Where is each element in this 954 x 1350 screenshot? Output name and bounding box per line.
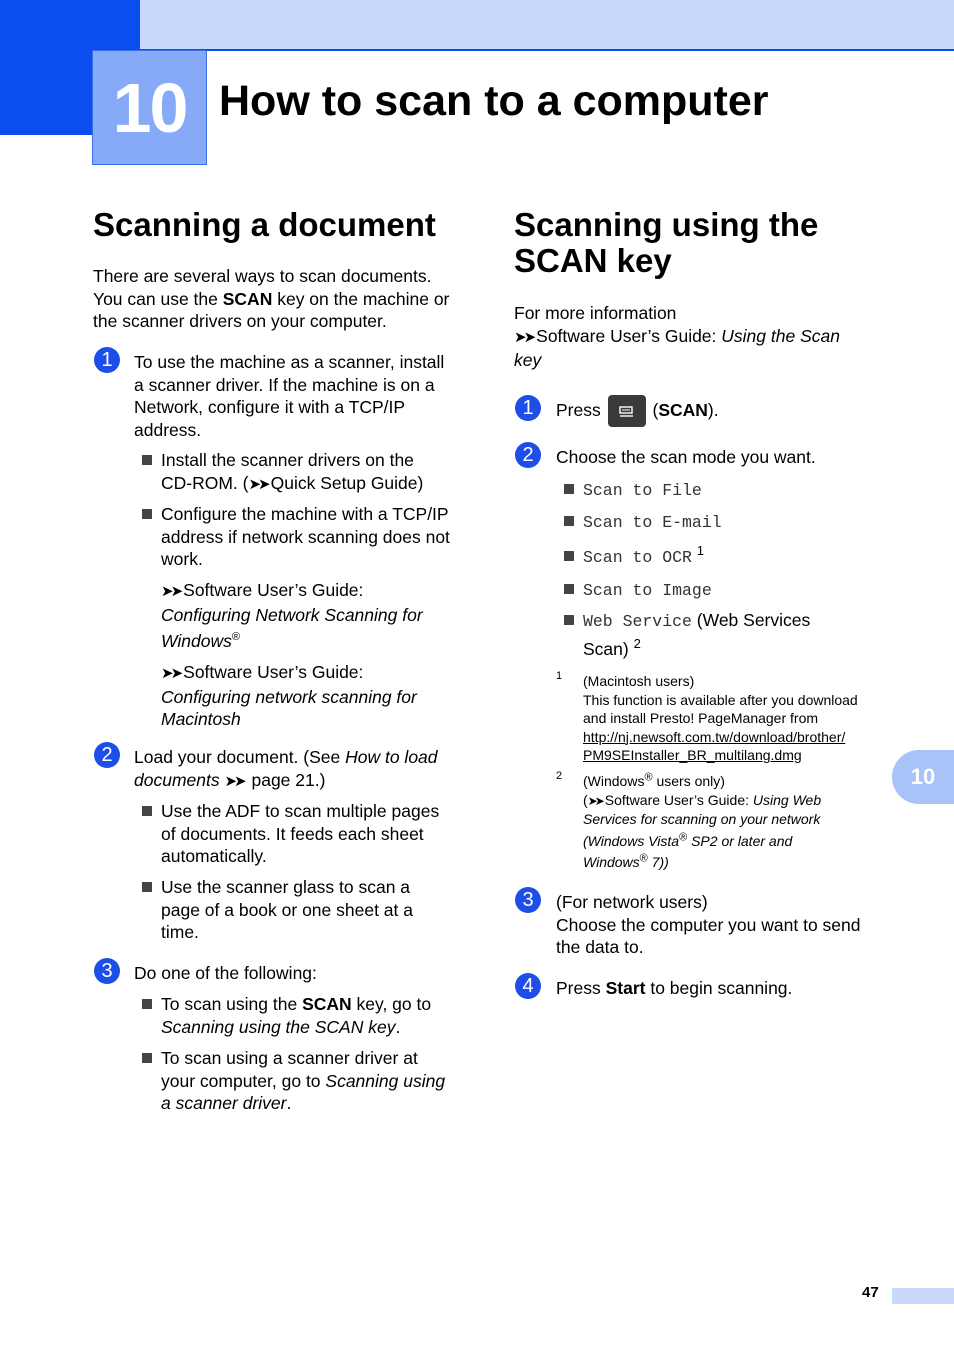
mode-scan-to-ocr: Scan to OCR $^1$ — [583, 545, 704, 570]
bullet-scan-key-option: To scan using the SCAN key, go to Scanning using the SCAN key. — [161, 993, 431, 1038]
chapter-number-box — [92, 50, 207, 165]
right-step-2-text: Choose the scan mode you want. — [556, 447, 816, 467]
right-step-1-text: Press (SCAN). — [556, 392, 719, 428]
bullet-square-icon — [564, 484, 574, 494]
chapter-number: 10 — [112, 69, 187, 147]
header-band — [140, 0, 954, 51]
step-1-number: 1 — [94, 347, 120, 373]
footnote-1-mark: 1 — [556, 670, 563, 682]
bullet-square-icon — [142, 999, 152, 1009]
mode-scan-to-image: Scan to Image — [583, 578, 712, 603]
bullet-square-icon — [142, 1053, 152, 1063]
bullet-square-icon — [564, 516, 574, 526]
page-number: 47 — [862, 1284, 879, 1301]
double-arrow-icon: ➤➤ — [161, 583, 181, 600]
download-link[interactable]: http://nj.newsoft.com.tw/download/brother/ — [583, 728, 846, 745]
double-arrow-icon: ➤➤ — [161, 665, 181, 682]
right-step-1-number: 1 — [515, 395, 541, 421]
double-arrow-icon: ➤➤ — [248, 475, 268, 493]
right-step-2-number: 2 — [515, 442, 541, 468]
bullet-scanner-driver-option: To scan using a scanner driver at your computer, go to Scanning using a scanner driver. — [161, 1047, 445, 1115]
bullet-use-adf: Use the ADF to scan multiple pages of documents. It feeds each sheet automatically. — [161, 800, 439, 868]
bullet-square-icon — [564, 615, 574, 625]
chapter-side-tab[interactable]: 10 — [892, 750, 954, 804]
footnote-2: (Windows® users only) (➤➤ Software User’s Guide: Using Web Services for scanning on your network (Windows Vista® SP2 or later and Windows® 7)) — [583, 771, 822, 870]
right-step-4-text: Press Start to begin scanning. — [556, 978, 793, 998]
footnote-1: (Macintosh users) This function is available after you download and install Presto! PageManager from http://nj.newsoft.com.tw/download/brother/ PM9SEInstaller_BR_multilang.dmg — [583, 673, 858, 763]
bullet-square-icon — [564, 584, 574, 594]
bullet-square-icon — [142, 882, 152, 892]
link-scanning-using-scan-key[interactable]: Scanning using the SCAN key — [161, 1016, 396, 1037]
step-3-text: Do one of the following: — [134, 963, 317, 983]
double-arrow-icon: ➤➤ — [587, 793, 602, 808]
scan-key-button[interactable] — [608, 395, 646, 427]
bullet-configure-tcpip: Configure the machine with a TCP/IP address if network scanning does not work. — [161, 503, 450, 571]
reference-macintosh: ➤➤ Software User’s Guide: Configuring network scanning for Macintosh — [161, 662, 417, 729]
step-2-text: Load your document. (See How to load documents ➤➤ page 21.) — [134, 747, 438, 790]
right-step-4-number: 4 — [515, 973, 541, 999]
bullet-square-icon — [142, 509, 152, 519]
bullet-square-icon — [142, 806, 152, 816]
footer-bar — [892, 1288, 954, 1304]
right-heading: Scanning using the SCAN key — [514, 206, 819, 279]
double-arrow-icon: ➤➤ — [224, 772, 244, 790]
download-link-file[interactable]: PM9SEInstaller_BR_multilang.dmg — [583, 747, 802, 763]
left-heading: Scanning a document — [93, 206, 436, 243]
step-3-number: 3 — [94, 958, 120, 984]
mode-scan-to-file: Scan to File — [583, 478, 702, 503]
right-info: For more information ➤➤ Software User’s Guide: Using the Scan key — [514, 303, 840, 370]
bullet-square-icon — [142, 455, 152, 465]
right-step-3-text: (For network users) Choose the computer you want to send the data to. — [556, 892, 861, 957]
right-step-3-number: 3 — [515, 887, 541, 913]
step-1-text: To use the machine as a scanner, install a scanner driver. If the machine is on a Network, configure it with a TCP/IP address. — [134, 352, 445, 440]
left-intro — [93, 265, 473, 333]
mode-scan-to-email: Scan to E-mail — [583, 510, 722, 535]
bullet-use-scanner-glass: Use the scanner glass to scan a page of a book or one sheet at a time. — [161, 876, 413, 944]
chapter-title: How to scan to a computer — [219, 77, 769, 125]
intro-line: There are several ways to scan documents. — [93, 266, 432, 286]
step-2-number: 2 — [94, 742, 120, 768]
scanner-icon — [618, 403, 636, 419]
link-scanning-using-driver[interactable]: Scanning using — [325, 1070, 446, 1091]
intro-line: the scanner drivers on your computer. — [93, 311, 387, 331]
bullet-install-drivers: Install the scanner drivers on the CD-ROM. (➤➤ Quick Setup Guide) — [161, 449, 423, 496]
bullet-square-icon — [564, 551, 574, 561]
mode-web-service: Web Service (Web Services Scan) $^2$ — [583, 609, 810, 660]
reference-windows: ➤➤ Software User’s Guide: Configuring Network Scanning for Windows® — [161, 580, 423, 651]
footnote-2-mark: 2 — [556, 770, 563, 782]
double-arrow-icon: ➤➤ — [514, 328, 534, 346]
intro-line: You can use the SCAN key on the machine or — [93, 288, 450, 309]
